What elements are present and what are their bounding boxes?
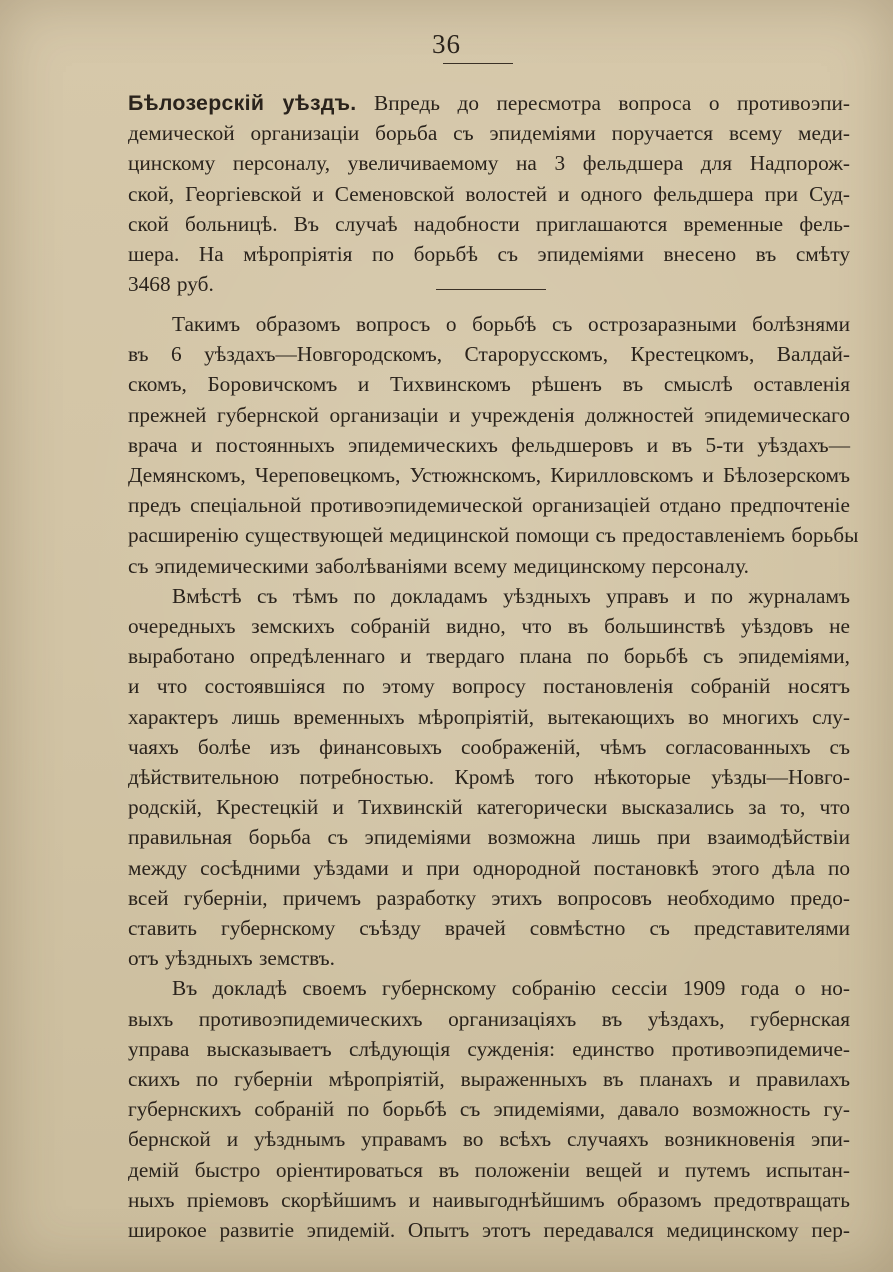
section-beloozersky [128,88,850,299]
text-line: характеръ лишь временныхъ мѣропріятій, вытекающихъ во многихъ слу- [128,704,850,729]
text-line: ской больницѣ. Въ случаѣ надобности приглашаются временные фель- [128,211,850,236]
text-line: ской, Георгіевской и Семеновской волостей и одного фельдшера при Суд- [128,181,850,206]
text-line: скомъ, Боровичскомъ и Тихвинскомъ рѣшенъ въ смыслѣ оставленія [128,372,850,397]
text-line: демической организаціи борьба съ эпидеміями поручается всему меди- [128,121,850,146]
text-line: отъ уѣздныхъ земствъ. [128,946,335,971]
text-line: выработано опредѣленнаго и твердаго плана по борьбѣ съ эпидеміями, [128,644,850,669]
text-line: Бѣлозерскій уѣздъ. Впредь до пересмотра вопроса о противоэпи- [128,91,851,115]
text-line: очередныхъ земскихъ собраній видно, что въ большинствѣ уѣздовъ не [128,614,850,639]
text-line: ныхъ пріемовъ скорѣйшимъ и наивыгоднѣйшимъ образомъ предотвращать [128,1187,850,1212]
text-line: управа высказываетъ слѣдующія сужденія: единство противоэпидемиче- [128,1036,850,1061]
text-line: между сосѣдними уѣздами и при однородной постановкѣ этого дѣла по [128,855,850,880]
text-line: предъ спеціальной противоэпидемической организаціей отдано предпочтеніе [128,493,850,518]
text-line: въ 6 уѣздахъ—Новгородскомъ, Старорусскомъ, Крестецкомъ, Валдай- [128,342,850,367]
text-line: Такимъ образомъ вопросъ о борьбѣ съ острозаразными болѣзнями [172,312,850,336]
text-line: шера. На мѣропріятія по борьбѣ съ эпидеміями внесено въ смѣту [128,242,850,267]
section-summary [128,309,859,1245]
text-line: чаяхъ болѣе изъ финансовыхъ соображеній, чѣмъ согласованныхъ съ [128,734,850,759]
section-heading: Бѣлозерскій уѣздъ. [128,91,357,115]
text-line: бернской и уѣзднымъ управамъ во всѣхъ случаяхъ возникновенія эпи- [128,1127,850,1152]
text-line: выхъ противоэпидемическихъ организаціяхъ въ уѣздахъ, губернская [128,1006,850,1031]
text-line: Демянскомъ, Череповецкомъ, Устюжнскомъ, Кирилловскомъ и Бѣлозерскомъ [128,463,850,488]
text-line: прежней губернской организаціи и учрежденія должностей эпидемическаго [128,402,850,427]
text-line: расширенію существующей медицинской помощи съ предоставленіемъ борьбы [128,523,859,548]
text-line: губернскихъ собраній по борьбѣ съ эпидеміями, давало возможность гу- [128,1097,850,1122]
text-line: врача и постоянныхъ эпидемическихъ фельдшеровъ и въ 5-ти уѣздахъ— [128,432,850,457]
text-line: дѣйствительною потребностью. Кромѣ того нѣкоторые уѣзды—Новго- [128,765,850,790]
text-line: родскій, Крестецкій и Тихвинскій категорически высказались за то, что [128,795,850,820]
text-line: и что состоявшіяся по этому вопросу постановленія собраній носятъ [128,674,850,699]
text-line: всей губерніи, причемъ разработку этихъ вопросовъ необходимо предо- [128,885,850,910]
text-line: цинскому персоналу, увеличиваемому на 3 фельдшера для Надпорож- [128,151,850,176]
text-line: Вмѣстѣ съ тѣмъ по докладамъ уѣздныхъ управъ и по журналамъ [172,583,850,608]
text-line: широкое развитіе эпидемій. Опытъ этотъ передавался медицинскому пер- [128,1218,850,1243]
text-line: ставить губернскому съѣзду врачей совмѣстно съ представителями [128,916,850,941]
text-line: 3468 руб. [128,272,214,297]
text-line: Въ докладѣ своемъ губернскому собранію сессіи 1909 года о но- [172,976,850,1001]
text-line: съ эпидемическими заболѣваніями всему медицинскому персоналу. [128,553,749,578]
text-line: демій быстро оріентироваться въ положеніи вещей и путемъ испытан- [128,1157,850,1182]
page-number: 36 [432,29,461,59]
text-line: скихъ по губерніи мѣропріятій, выраженныхъ въ планахъ и правилахъ [128,1067,850,1092]
text-line: правильная борьба съ эпидеміями возможна лишь при взаимодѣйствіи [128,825,850,850]
page-number-underline [443,63,513,64]
section-divider [436,289,546,290]
